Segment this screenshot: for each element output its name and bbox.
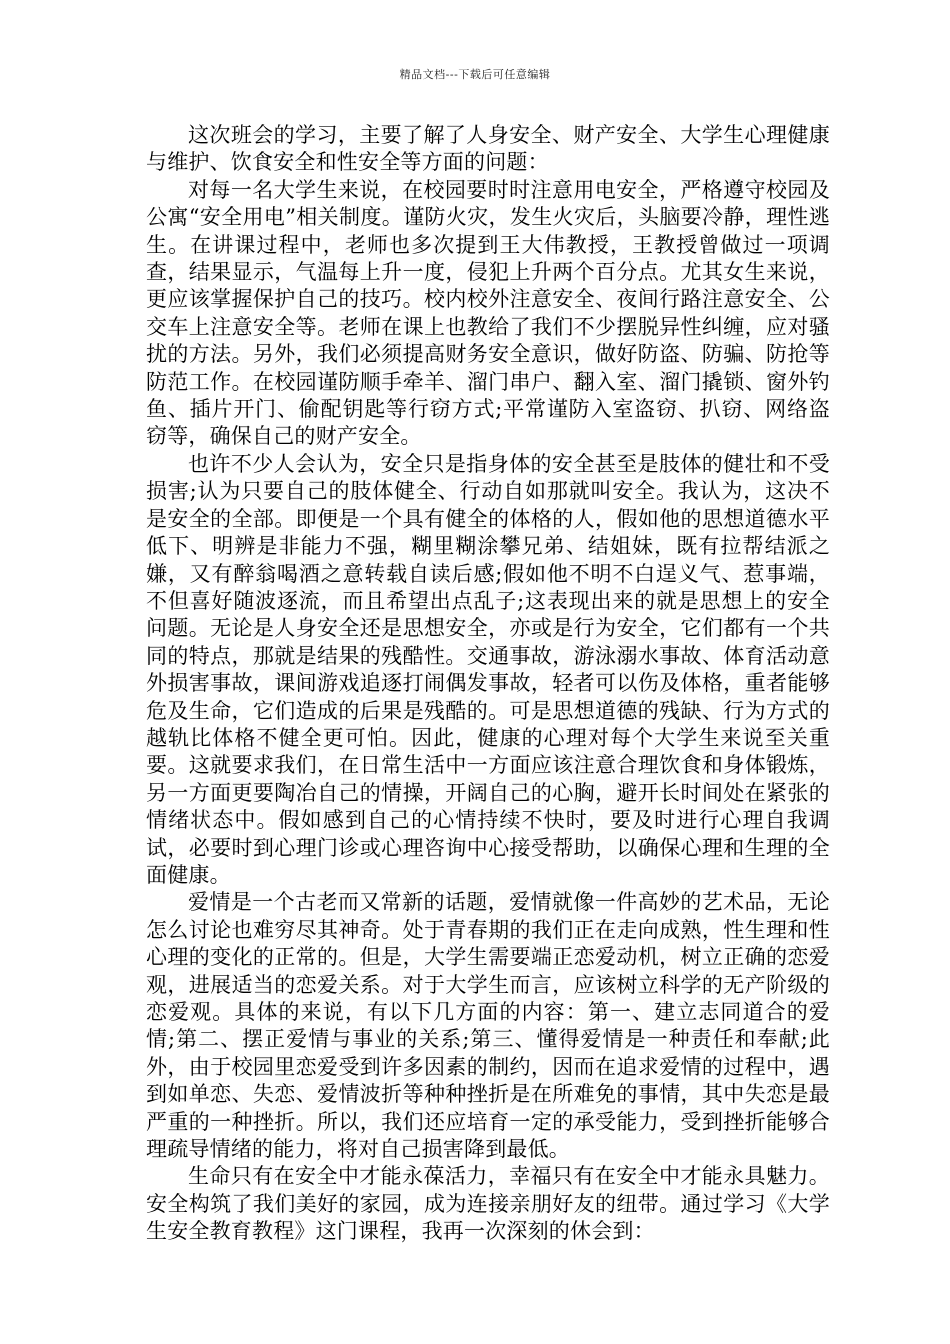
paragraph-4: 爱情是一个古老而又常新的话题，爱情就像一件高妙的艺术品，无论怎么讨论也难穷尽其神奇。处于青春期的我们正在走向成熟，性生理和性心理的变化的正常的。但是，大学生需要端正恋爱动机，树立正确的恋爱观，进展适当的恋爱关系。对于大学生而言，应该树立科学的无产阶级的恋爱观。具体的来说，有以下几方面的内容：第一、建立志同道合的爱情;第二、摆正爱情与事业的关系;第三、懂得爱情是一种责任和奉献;此外，由于校园里恋爱受到许多因素的制约，因而在追求爱情的过程中，遇到如单恋、失恋、爱情波折等种种挫折是在所难免的事情，其中失恋是最严重的一种挫折。所以，我们还应培育一定的承受能力，受到挫折能够合理疏导情绪的能力，将对自己损害降到最低。 xyxy=(146,890,830,1162)
paragraph-3: 也许不少人会认为，安全只是指身体的安全甚至是肢体的健壮和不受损害;认为只要自己的肢体健全、行动自如那就叫安全。我认为，这决不是安全的全部。即便是一个具有健全的体格的人，假如他的思想道德水平低下、明辨是非能力不强，糊里糊涂攀兄弟、结姐妹，既有拉帮结派之嫌，又有醉翁喝酒之意转载自读后感;假如他不明不白逞义气、惹事端，不但喜好随波逐流，而且希望出点乱子;这表现出来的就是思想上的安全问题。无论是人身安全还是思想安全，亦或是行为安全，它们都有一个共同的特点，那就是结果的残酷性。交通事故，游泳溺水事故、体育活动意外损害事故，课间游戏追逐打闹偶发事故，轻者可以伤及体格，重者能够危及生命，它们造成的后果是残酷的。可是思想道德的残缺、行为方式的越轨比体格不健全更可怕。因此，健康的心理对每个大学生来说至关重要。这就要求我们，在日常生活中一方面应该注意合理饮食和身体锻炼，另一方面更要陶冶自己的情操，开阔自己的心胸，避开长时间处在紧张的情绪状态中。假如感到自己的心情持续不快时，要及时进行心理自我调试，必要时到心理门诊或心理咨询中心接受帮助，以确保心理和生理的全面健康。 xyxy=(146,451,830,887)
paragraph-2: 对每一名大学生来说，在校园要时时注意用电安全，严格遵守校园及公寓“安全用电”相关制度。谨防火灾，发生火灾后，头脑要冷静，理性逃生。在讲课过程中，老师也多次提到王大伟教授，王教授曾做过一项调查，结果显示，气温每上升一度，侵犯上升两个百分点。尤其女生来说，更应该掌握保护自己的技巧。校内校外注意安全、夜间行路注意安全、公交车上注意安全等。老师在课上也教给了我们不少摆脱异性纠缠，应对骚扰的方法。另外，我们必须提高财务安全意识，做好防盗、防骗、防抢等防范工作。在校园谨防顺手牵羊、溜门串户、翻入室、溜门撬锁、窗外钓鱼、插片开门、偷配钥匙等行窃方式;平常谨防入室盗窃、扒窃、网络盗窃等，确保自己的财产安全。 xyxy=(146,177,830,449)
document-body xyxy=(146,122,830,1246)
paragraph-5: 生命只有在安全中才能永葆活力，幸福只有在安全中才能永具魅力。安全构筑了我们美好的家园，成为连接亲朋好友的纽带。通过学习《大学生安全教育教程》这门课程，我再一次深刻的休会到： xyxy=(146,1164,830,1244)
page-header: 精品文档---下载后可任意编辑 xyxy=(399,68,551,81)
paragraph-1: 这次班会的学习，主要了解了人身安全、财产安全、大学生心理健康与维护、饮食安全和性安全等方面的问题： xyxy=(146,123,830,175)
